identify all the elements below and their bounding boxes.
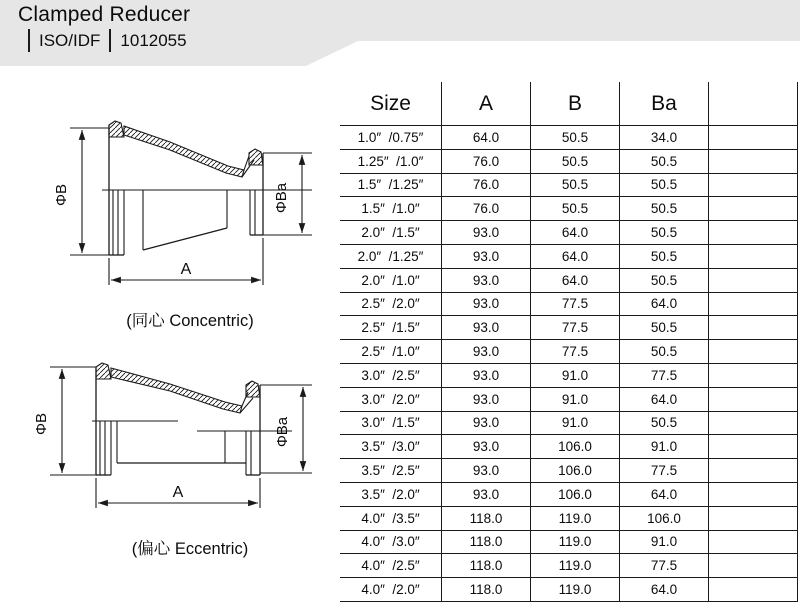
dim-b-cell: 64.0 xyxy=(531,269,620,293)
dim-a-cell: 93.0 xyxy=(442,388,531,412)
dim-ba-cell: 64.0 xyxy=(620,483,709,507)
empty-cell xyxy=(709,459,798,483)
dim-b-cell: 106.0 xyxy=(531,483,620,507)
dim-ba-cell: 64.0 xyxy=(620,388,709,412)
dim-a-cell: 118.0 xyxy=(442,578,531,602)
dim-b-cell: 106.0 xyxy=(531,459,620,483)
dim-b-cell: 91.0 xyxy=(531,412,620,436)
left-ferrule-lip xyxy=(109,121,124,137)
dim-a-cell: 93.0 xyxy=(442,412,531,436)
dim-b-cell: 119.0 xyxy=(531,507,620,531)
dim-b-cell: 77.5 xyxy=(531,293,620,317)
length-a-label: A xyxy=(172,484,184,501)
wall-section xyxy=(111,368,242,413)
phi-ba-label: ΦBa xyxy=(273,182,290,214)
standard-label: ISO/IDF xyxy=(39,30,101,50)
empty-cell xyxy=(709,293,798,317)
dim-b-cell: 77.5 xyxy=(531,340,620,364)
size-cell: 2.5″ /1.0″ xyxy=(340,340,442,364)
empty-cell xyxy=(709,388,798,412)
dim-a-cell: 64.0 xyxy=(442,126,531,150)
length-a-label: A xyxy=(180,261,192,278)
size-cell: 3.5″ /2.5″ xyxy=(340,459,442,483)
dim-b-cell: 50.5 xyxy=(531,174,620,198)
dim-a-cell: 93.0 xyxy=(442,221,531,245)
dim-a-cell: 76.0 xyxy=(442,197,531,221)
wall-section xyxy=(124,126,244,177)
column-header-ba: Ba xyxy=(620,82,709,125)
size-cell: 3.5″ /3.0″ xyxy=(340,435,442,459)
dim-b-cell: 91.0 xyxy=(531,388,620,412)
dim-a-cell: 93.0 xyxy=(442,459,531,483)
dim-b-cell: 50.5 xyxy=(531,150,620,174)
dim-a-cell: 93.0 xyxy=(442,245,531,269)
size-cell: 2.5″ /2.0″ xyxy=(340,293,442,317)
table-header-row xyxy=(340,82,798,125)
dim-a-cell: 93.0 xyxy=(442,293,531,317)
dimension-table xyxy=(340,82,798,602)
size-cell: 3.0″ /1.5″ xyxy=(340,412,442,436)
concentric-caption: (同心 Concentric) xyxy=(126,312,254,330)
product-code: 1012055 xyxy=(120,30,187,50)
empty-cell xyxy=(709,364,798,388)
size-cell: 1.25″ /1.0″ xyxy=(340,150,442,174)
size-cell: 1.5″ /1.25″ xyxy=(340,174,442,198)
dim-ba-cell: 50.5 xyxy=(620,412,709,436)
dim-a-cell: 93.0 xyxy=(442,435,531,459)
dim-b-cell: 50.5 xyxy=(531,197,620,221)
size-cell: 4.0″ /3.0″ xyxy=(340,531,442,555)
empty-cell xyxy=(709,483,798,507)
dim-ba-cell: 50.5 xyxy=(620,221,709,245)
size-cell: 4.0″ /2.5″ xyxy=(340,554,442,578)
dim-ba-cell: 91.0 xyxy=(620,435,709,459)
dim-ba-cell: 64.0 xyxy=(620,578,709,602)
size-cell: 2.5″ /1.5″ xyxy=(340,316,442,340)
standard-code xyxy=(28,29,187,52)
empty-cell xyxy=(709,507,798,531)
dim-a-cell: 118.0 xyxy=(442,554,531,578)
dim-b-cell: 50.5 xyxy=(531,126,620,150)
size-cell: 2.0″ /1.25″ xyxy=(340,245,442,269)
dim-ba-cell: 50.5 xyxy=(620,269,709,293)
divider-bar xyxy=(28,29,30,52)
left-ferrule-lip xyxy=(96,363,111,379)
dim-a-cell: 118.0 xyxy=(442,531,531,555)
dim-a-cell: 76.0 xyxy=(442,150,531,174)
size-cell: 2.0″ /1.5″ xyxy=(340,221,442,245)
page-title: Clamped Reducer xyxy=(18,3,191,26)
size-cell: 3.5″ /2.0″ xyxy=(340,483,442,507)
right-ferrule-lip xyxy=(246,381,260,397)
column-header-size: Size xyxy=(340,82,442,125)
dim-b-cell: 77.5 xyxy=(531,316,620,340)
size-cell: 3.0″ /2.5″ xyxy=(340,364,442,388)
column-header-a: A xyxy=(442,82,531,125)
size-cell: 2.0″ /1.0″ xyxy=(340,269,442,293)
empty-cell xyxy=(709,578,798,602)
empty-cell xyxy=(709,126,798,150)
right-ferrule-lip xyxy=(249,149,263,165)
dim-a-cell: 76.0 xyxy=(442,174,531,198)
column-header-b: B xyxy=(531,82,620,125)
divider-bar xyxy=(109,29,111,52)
dim-ba-cell: 91.0 xyxy=(620,531,709,555)
eccentric-drawing xyxy=(20,358,340,573)
empty-cell xyxy=(709,197,798,221)
dim-b-cell: 64.0 xyxy=(531,245,620,269)
dim-ba-cell: 50.5 xyxy=(620,245,709,269)
empty-cell xyxy=(709,340,798,364)
dim-ba-cell: 50.5 xyxy=(620,150,709,174)
dim-ba-cell: 34.0 xyxy=(620,126,709,150)
dim-b-cell: 106.0 xyxy=(531,435,620,459)
empty-cell xyxy=(709,245,798,269)
empty-cell xyxy=(709,554,798,578)
size-cell: 4.0″ /2.0″ xyxy=(340,578,442,602)
phi-b-label: ΦB xyxy=(53,184,70,206)
size-cell: 1.0″ /0.75″ xyxy=(340,126,442,150)
dim-ba-cell: 50.5 xyxy=(620,174,709,198)
dim-ba-cell: 77.5 xyxy=(620,554,709,578)
dim-a-cell: 93.0 xyxy=(442,483,531,507)
empty-cell xyxy=(709,150,798,174)
dim-ba-cell: 50.5 xyxy=(620,316,709,340)
size-cell: 3.0″ /2.0″ xyxy=(340,388,442,412)
dim-ba-cell: 64.0 xyxy=(620,293,709,317)
dim-b-cell: 119.0 xyxy=(531,578,620,602)
eccentric-caption: (偏心 Eccentric) xyxy=(131,540,249,558)
size-cell: 4.0″ /3.5″ xyxy=(340,507,442,531)
dim-b-cell: 91.0 xyxy=(531,364,620,388)
empty-cell xyxy=(709,221,798,245)
dim-ba-cell: 77.5 xyxy=(620,364,709,388)
dim-a-cell: 93.0 xyxy=(442,364,531,388)
concentric-drawing xyxy=(20,98,340,338)
dim-b-cell: 119.0 xyxy=(531,554,620,578)
phi-ba-label: ΦBa xyxy=(274,416,291,448)
phi-b-label: ΦB xyxy=(33,413,50,435)
table-body xyxy=(340,125,798,602)
dim-a-cell: 93.0 xyxy=(442,316,531,340)
empty-cell xyxy=(709,174,798,198)
dim-ba-cell: 50.5 xyxy=(620,340,709,364)
size-cell: 1.5″ /1.0″ xyxy=(340,197,442,221)
empty-cell xyxy=(709,316,798,340)
dim-ba-cell: 77.5 xyxy=(620,459,709,483)
empty-cell xyxy=(709,435,798,459)
dim-a-cell: 118.0 xyxy=(442,507,531,531)
column-header-empty xyxy=(709,82,798,125)
empty-cell xyxy=(709,412,798,436)
dim-b-cell: 119.0 xyxy=(531,531,620,555)
dim-ba-cell: 106.0 xyxy=(620,507,709,531)
empty-cell xyxy=(709,269,798,293)
empty-cell xyxy=(709,531,798,555)
dim-b-cell: 64.0 xyxy=(531,221,620,245)
dim-a-cell: 93.0 xyxy=(442,269,531,293)
dim-a-cell: 93.0 xyxy=(442,340,531,364)
dim-ba-cell: 50.5 xyxy=(620,197,709,221)
